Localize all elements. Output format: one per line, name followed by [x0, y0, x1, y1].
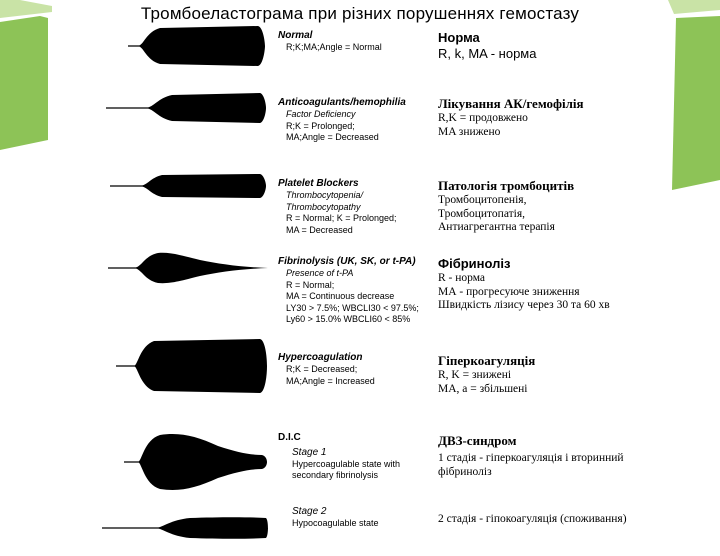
teg-tracing-hypercoagulation: [100, 336, 270, 396]
uk-desc-platelet-blockers: Патологія тромбоцитів Тромбоцитопенія, Тромбоцитопатія, Антиагрегантна терапія: [438, 178, 678, 235]
uk-desc-anticoagulants: Лікування АК/гемофілія R,K = продовжено MA знижено: [438, 96, 678, 139]
en-title-normal: Normal: [278, 30, 313, 41]
en-desc-hypercoagulation: Hypercoagulation R;K = Decreased; MA;Angle = Increased: [278, 352, 438, 387]
uk-title-hypercoagulation: Гіперкоагуляція: [438, 353, 536, 368]
en-title-dic-stage-2: Stage 2: [292, 506, 327, 517]
teg-tracing-normal: [100, 22, 270, 82]
teg-tracing-dic-stage-2: [100, 496, 270, 556]
en-desc-fibrinolysis: Fibrinolysis (UK, SK, or t-PA) Presence of t-PA R = Normal; MA = Continuous decrease LY30 > 7.5%; WBCLI30 < 97.5%; Ly60 > 15.0% WBCLI60 < 85%: [278, 256, 438, 326]
uk-title-platelet-blockers: Патологія тромбоцитів: [438, 178, 575, 193]
uk-title-fibrinolysis: Фібриноліз: [438, 256, 511, 271]
teg-tracing-anticoagulants: [100, 78, 270, 138]
uk-desc-dic: ДВЗ-синдром 1 стадія - гіперкоагуляція і вторинний фібриноліз: [438, 433, 678, 479]
uk-title-anticoagulants: Лікування АК/гемофілія: [438, 96, 584, 111]
en-desc-anticoagulants: Anticoagulants/hemophilia Factor Deficiency R;K = Prolonged; MA;Angle = Decreased: [278, 97, 438, 144]
en-title-dic: D.I.C: [278, 432, 301, 443]
page-title: Тромбоеластограма при різних порушеннях гемостазу: [140, 4, 580, 23]
uk-desc-normal: Норма R, k, MA - норма: [438, 30, 678, 62]
uk-desc-hypercoagulation: Гіперкоагуляція R, K = знижені MA, a = збільшені: [438, 353, 678, 396]
en-desc-dic: D.I.C Stage 1 Hypercoagulable state with secondary fibrinolysis: [278, 432, 438, 482]
en-desc-platelet-blockers: Platelet Blockers Thrombocytopenia/ Thrombocytopathy R = Normal; K = Prolonged; MA = Decreased: [278, 178, 438, 236]
en-desc-dic-stage-2: Stage 2 Hypocoagulable state: [278, 506, 438, 529]
green-stripe-decoration-right: [668, 0, 720, 190]
en-title-anticoagulants: Anticoagulants/hemophilia: [278, 97, 406, 108]
en-title-platelet-blockers: Platelet Blockers: [278, 178, 359, 189]
en-title-hypercoagulation: Hypercoagulation: [278, 352, 363, 363]
en-title-fibrinolysis: Fibrinolysis (UK, SK, or t-PA): [278, 256, 416, 267]
uk-title-dic: ДВЗ-синдром: [438, 433, 517, 448]
uk-desc-fibrinolysis: Фібриноліз R - норма МА - прогресуюче зниження Швидкість лізису через 30 та 60 хв: [438, 256, 678, 313]
teg-tracing-fibrinolysis: [100, 236, 270, 296]
uk-title-normal: Норма: [438, 30, 480, 45]
teg-tracing-platelet-blockers: [100, 154, 270, 214]
teg-tracing-dic-stage-1: [100, 430, 270, 490]
uk-desc-dic-stage-2: 2 стадія - гіпокоагуляція (споживання): [438, 513, 627, 525]
en-desc-normal: Normal R;K;MA;Angle = Normal: [278, 30, 438, 54]
en-title-dic-stage-1: Stage 1: [292, 447, 327, 458]
